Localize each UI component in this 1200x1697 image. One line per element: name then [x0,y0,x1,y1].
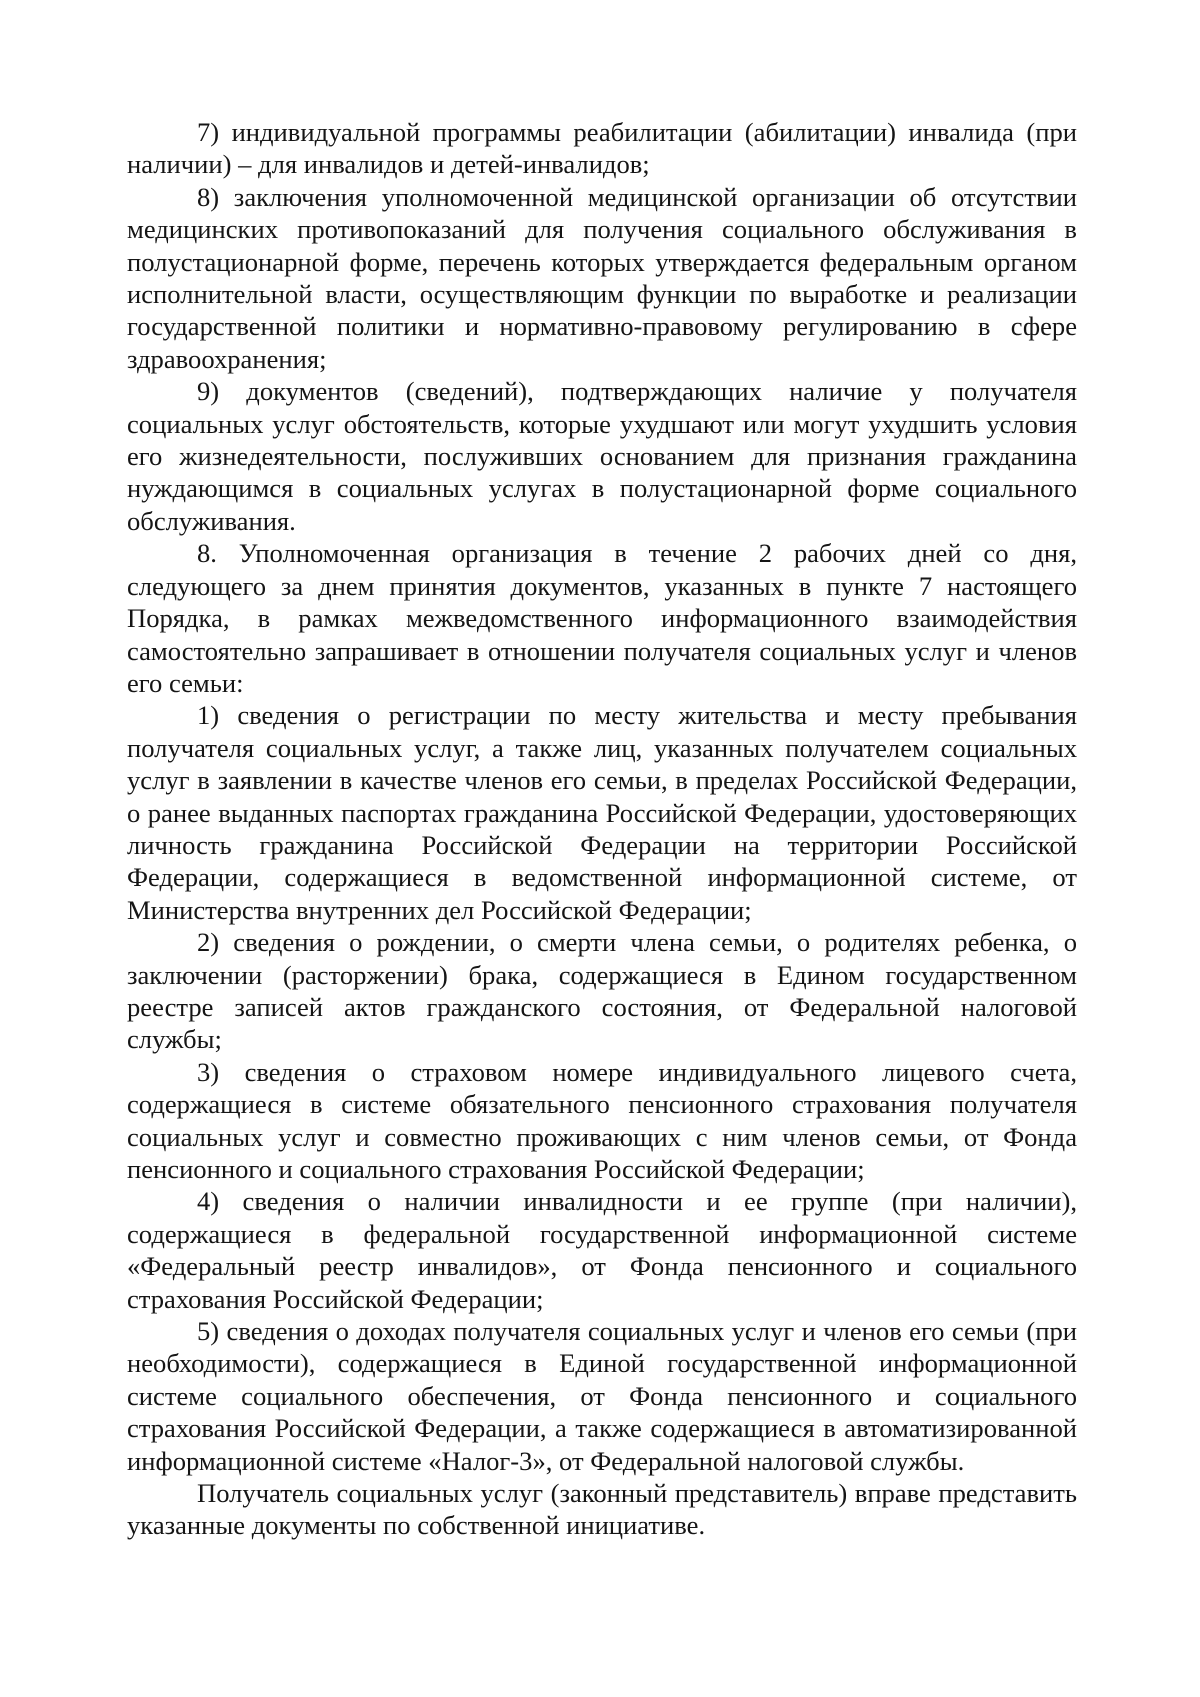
paragraph-item-7-disability-program: 7) индивидуальной программы реабилитации (абилитации) инвалида (при наличии) – для инвалидов и детей-инвалидов; [127,117,1077,180]
paragraph-own-initiative: Получатель социальных услуг (законный представитель) вправе представить указанные документы по собственной инициативе. [127,1478,1077,1541]
paragraph-subitem-1-registration: 1) сведения о регистрации по месту жительства и месту пребывания получателя социальных услуг, а также лиц, указанных получателем социальных услуг в заявлении в качестве членов его семьи, в пределах Российской Федерации, о ранее выданных паспортах гражданина Российской Федерации, удостоверяющих личность гражданина Российской Федерации на территории Российской Федерации, содержащиеся в ведомственной информационной системе, от Министерства внутренних дел Российской Федерации; [127,700,1077,925]
paragraph-subitem-5-income: 5) сведения о доходах получателя социальных услуг и членов его семьи (при необходимости), содержащиеся в Единой государственной информационной системе социального обеспечения, от Фонда пенсионного и социального страхования Российской Федерации, а также содержащиеся в автоматизированной информационной системе «Налог-3», от Федеральной налоговой службы. [127,1316,1077,1476]
paragraph-item-9-circumstances: 9) документов (сведений), подтверждающих наличие у получателя социальных услуг обстоятельств, которые ухудшают или могут ухудшить условия его жизнедеятельности, послуживших основанием для признания гражданина нуждающимся в социальных услугах в полустационарной форме социального обслуживания. [127,376,1077,536]
paragraph-subitem-3-insurance-number: 3) сведения о страховом номере индивидуального лицевого счета, содержащиеся в системе обязательного пенсионного страхования получателя социальных услуг и совместно проживающих с ним членов семьи, от Фонда пенсионного и социального страхования Российской Федерации; [127,1056,1077,1184]
paragraph-subitem-2-civil-status: 2) сведения о рождении, о смерти члена семьи, о родителях ребенка, о заключении (расторжении) брака, содержащиеся в Едином государственном реестре записей актов гражданского состояния, от Федеральной налоговой службы; [127,927,1077,1055]
paragraph-clause-8: 8. Уполномоченная организация в течение 2 рабочих дней со дня, следующего за днем принятия документов, указанных в пункте 7 настоящего Порядка, в рамках межведомственного информационного взаимодействия самостоятельно запрашивает в отношении получателя социальных услуг и членов его семьи: [127,538,1077,698]
document-page [127,116,1077,1542]
paragraph-subitem-4-disability: 4) сведения о наличии инвалидности и ее группе (при наличии), содержащиеся в федеральной государственной информационной системе «Федеральный реестр инвалидов», от Фонда пенсионного и социального страхования Российской Федерации; [127,1186,1077,1314]
paragraph-item-8-medical-conclusion: 8) заключения уполномоченной медицинской организации об отсутствии медицинских противопоказаний для получения социального обслуживания в полустационарной форме, перечень которых утверждается федеральным органом исполнительной власти, осуществляющим функции по выработке и реализации государственной политики и нормативно-правовому регулированию в сфере здравоохранения; [127,181,1077,374]
